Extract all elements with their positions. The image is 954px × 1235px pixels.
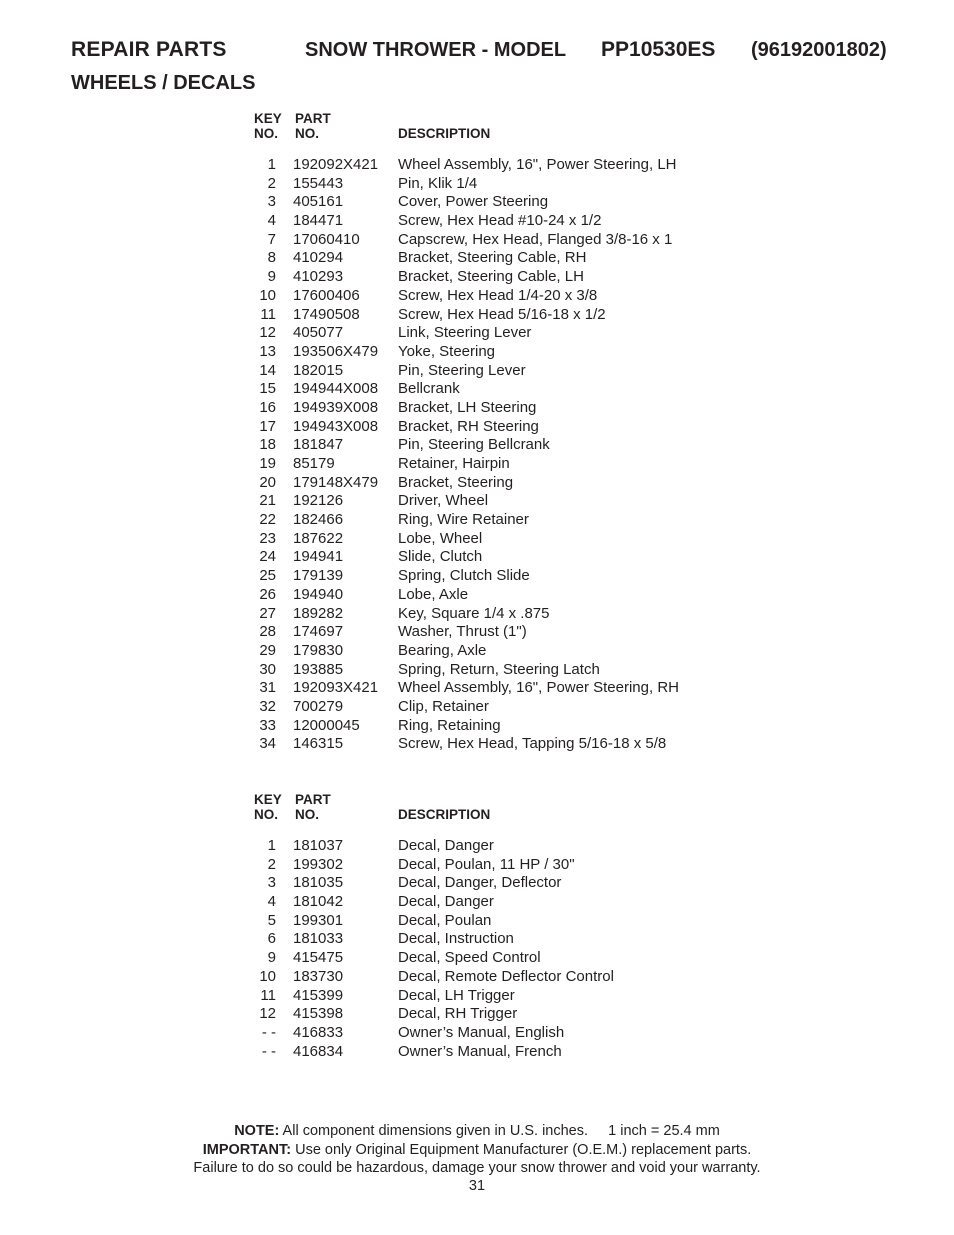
key-no: 26	[259, 585, 276, 603]
key-no: 2	[267, 174, 276, 192]
key-no: - -	[261, 1023, 276, 1041]
key-no: 3	[267, 874, 276, 892]
part-no-header: PART NO.	[295, 111, 331, 141]
part-no: 194944X008	[293, 380, 379, 398]
page-number: 31	[468, 1178, 486, 1194]
key-no-header: KEY NO.	[254, 111, 282, 141]
part-no: 415475	[293, 949, 344, 967]
description: Pin, Klik 1/4	[398, 174, 478, 192]
key-no: 11	[260, 305, 276, 323]
description: Bracket, RH Steering	[398, 417, 539, 435]
page-header	[71, 38, 931, 62]
repair-parts-title: REPAIR PARTS	[71, 38, 227, 61]
description: Bracket, LH Steering	[398, 398, 537, 416]
key-no: 17	[259, 417, 276, 435]
part-no: 416833	[293, 1023, 344, 1041]
description: Bracket, Steering Cable, RH	[398, 249, 587, 267]
key-no: 5	[267, 911, 276, 929]
part-no: 17600406	[293, 286, 360, 304]
part-no: 179139	[293, 567, 344, 585]
key-no: 33	[259, 716, 276, 734]
key-no: 10	[259, 967, 276, 985]
part-no: 17490508	[293, 305, 360, 323]
key-no: 13	[259, 342, 276, 360]
description: Link, Steering Lever	[398, 324, 532, 342]
key-no: 34	[259, 735, 276, 753]
key-no: - -	[261, 1042, 276, 1060]
key-no: 22	[259, 511, 276, 529]
description: Screw, Hex Head 5/16-18 x 1/2	[398, 305, 606, 323]
part-no: 416834	[293, 1042, 344, 1060]
key-no: 10	[259, 286, 276, 304]
key-no: 15	[259, 380, 276, 398]
description: Slide, Clutch	[398, 548, 483, 566]
model-number: (96192001802)	[751, 39, 887, 61]
product-title: SNOW THROWER - MODEL	[305, 39, 567, 61]
note-text: All component dimensions given in U.S. inches.	[282, 1123, 589, 1139]
description: Bellcrank	[398, 380, 460, 398]
part-no: 146315	[293, 735, 344, 753]
description: Decal, LH Trigger	[398, 986, 515, 1004]
part-no: 405161	[293, 193, 344, 211]
key-no: 16	[259, 398, 276, 416]
key-no: 14	[259, 361, 276, 379]
key-no: 31	[259, 679, 276, 697]
key-no: 4	[267, 212, 276, 230]
key-no-header: KEY NO.	[254, 792, 282, 822]
part-no: 192126	[293, 492, 344, 510]
description: Screw, Hex Head 1/4-20 x 3/8	[398, 286, 598, 304]
part-no: 415399	[293, 986, 344, 1004]
key-no: 24	[259, 548, 276, 566]
description: Decal, RH Trigger	[398, 1005, 518, 1023]
part-no: 194940	[293, 585, 344, 603]
part-no: 192092X421	[293, 156, 379, 173]
description: Cover, Power Steering	[398, 193, 549, 211]
description: Spring, Clutch Slide	[398, 567, 530, 585]
description: Retainer, Hairpin	[398, 455, 510, 472]
key-no: 23	[259, 529, 276, 547]
part-no: 194943X008	[293, 417, 379, 435]
part-no: 189282	[293, 604, 344, 622]
key-no: 9	[267, 268, 276, 286]
part-no: 193506X479	[293, 342, 379, 360]
key-no: 30	[259, 660, 276, 678]
part-no: 183730	[293, 967, 344, 985]
key-no: 32	[259, 697, 276, 715]
part-no: 193885	[293, 660, 344, 678]
key-no: 25	[259, 567, 276, 585]
part-no: 181042	[293, 893, 344, 911]
description: Spring, Return, Steering Latch	[398, 660, 600, 678]
note-label: NOTE:	[234, 1123, 280, 1139]
part-no: 181847	[293, 436, 344, 454]
part-no: 181037	[293, 837, 344, 854]
key-no: 1	[267, 156, 276, 173]
key-no: 1	[267, 837, 276, 854]
key-no: 20	[259, 473, 276, 491]
key-no: 19	[259, 455, 276, 472]
part-no: 410294	[293, 249, 344, 267]
description: Ring, Wire Retainer	[398, 511, 529, 529]
description: Key, Square 1/4 x .875	[398, 604, 550, 622]
description: Decal, Danger	[398, 893, 494, 911]
key-no: 6	[267, 930, 276, 948]
section-title: WHEELS / DECALS	[71, 72, 256, 94]
part-no: 174697	[293, 623, 344, 641]
part-no: 181033	[293, 930, 344, 948]
part-no: 181035	[293, 874, 344, 892]
key-no: 12	[259, 324, 276, 342]
note-line	[0, 1122, 954, 1141]
description: Decal, Poulan	[398, 911, 492, 929]
key-no: 12	[259, 1005, 276, 1023]
key-no: 3	[267, 193, 276, 211]
part-no: 194941	[293, 548, 344, 566]
model-name: PP10530ES	[601, 38, 716, 61]
description: Wheel Assembly, 16", Power Steering, RH	[398, 679, 679, 697]
description: Owner’s Manual, English	[398, 1023, 565, 1041]
part-no-header: PART NO.	[295, 792, 331, 822]
description: Decal, Remote Deflector Control	[398, 967, 614, 985]
description: Yoke, Steering	[398, 342, 496, 360]
part-no: 155443	[293, 174, 344, 192]
description: Screw, Hex Head #10-24 x 1/2	[398, 212, 602, 230]
description: Pin, Steering Lever	[398, 361, 526, 379]
part-no: 194939X008	[293, 398, 379, 416]
description: Owner’s Manual, French	[398, 1042, 562, 1060]
part-no: 182466	[293, 511, 344, 529]
part-no: 182015	[293, 361, 344, 379]
part-no: 415398	[293, 1005, 344, 1023]
part-no: 199301	[293, 911, 344, 929]
warning-line: Failure to do so could be hazardous, damage your snow thrower and void your warranty.	[193, 1160, 761, 1176]
key-no: 18	[259, 436, 276, 454]
key-no: 11	[260, 986, 276, 1004]
part-no: 179148X479	[293, 473, 379, 491]
description: Decal, Poulan, 11 HP / 30"	[398, 855, 575, 873]
description: Wheel Assembly, 16", Power Steering, LH	[398, 156, 677, 173]
description: Lobe, Axle	[398, 585, 469, 603]
key-no: 21	[259, 492, 276, 510]
key-no: 9	[267, 949, 276, 967]
part-no: 199302	[293, 855, 344, 873]
conversion-text: 1 inch = 25.4 mm	[608, 1123, 720, 1139]
description: Bracket, Steering	[398, 473, 514, 491]
description: Bearing, Axle	[398, 641, 487, 659]
part-no: 405077	[293, 324, 344, 342]
important-label: IMPORTANT:	[202, 1141, 292, 1158]
description: Decal, Danger	[398, 837, 494, 854]
description: Screw, Hex Head, Tapping 5/16-18 x 5/8	[398, 735, 667, 753]
description: Bracket, Steering Cable, LH	[398, 268, 584, 286]
description: Lobe, Wheel	[398, 529, 483, 547]
part-no: 85179	[293, 455, 335, 472]
description: Capscrew, Hex Head, Flanged 3/8-16 x 1	[398, 230, 673, 248]
key-no: 8	[267, 249, 276, 267]
description: Ring, Retaining	[398, 716, 501, 734]
key-no: 7	[267, 230, 276, 248]
key-no: 2	[267, 855, 276, 873]
footer-notes	[0, 1122, 954, 1178]
part-no: 192093X421	[293, 679, 379, 697]
part-no: 410293	[293, 268, 344, 286]
important-line	[0, 1141, 954, 1160]
part-no: 187622	[293, 529, 344, 547]
description: Driver, Wheel	[398, 492, 489, 510]
description: Decal, Danger, Deflector	[398, 874, 562, 892]
part-no: 17060410	[293, 230, 360, 248]
description: Clip, Retainer	[398, 697, 489, 715]
part-no: 179830	[293, 641, 344, 659]
part-no: 700279	[293, 697, 344, 715]
description-header: DESCRIPTION	[398, 807, 491, 822]
important-text: Use only Original Equipment Manufacturer (O.E.M.) replacement parts.	[295, 1141, 752, 1158]
key-no: 29	[259, 641, 276, 659]
key-no: 4	[267, 893, 276, 911]
description: Decal, Speed Control	[398, 949, 541, 967]
key-no: 28	[259, 623, 276, 641]
description: Washer, Thrust (1")	[398, 623, 527, 641]
part-no: 12000045	[293, 716, 360, 734]
part-no: 184471	[293, 212, 344, 230]
description: Decal, Instruction	[398, 930, 514, 948]
key-no: 27	[259, 604, 276, 622]
description: Pin, Steering Bellcrank	[398, 436, 550, 454]
description-header: DESCRIPTION	[398, 126, 491, 141]
